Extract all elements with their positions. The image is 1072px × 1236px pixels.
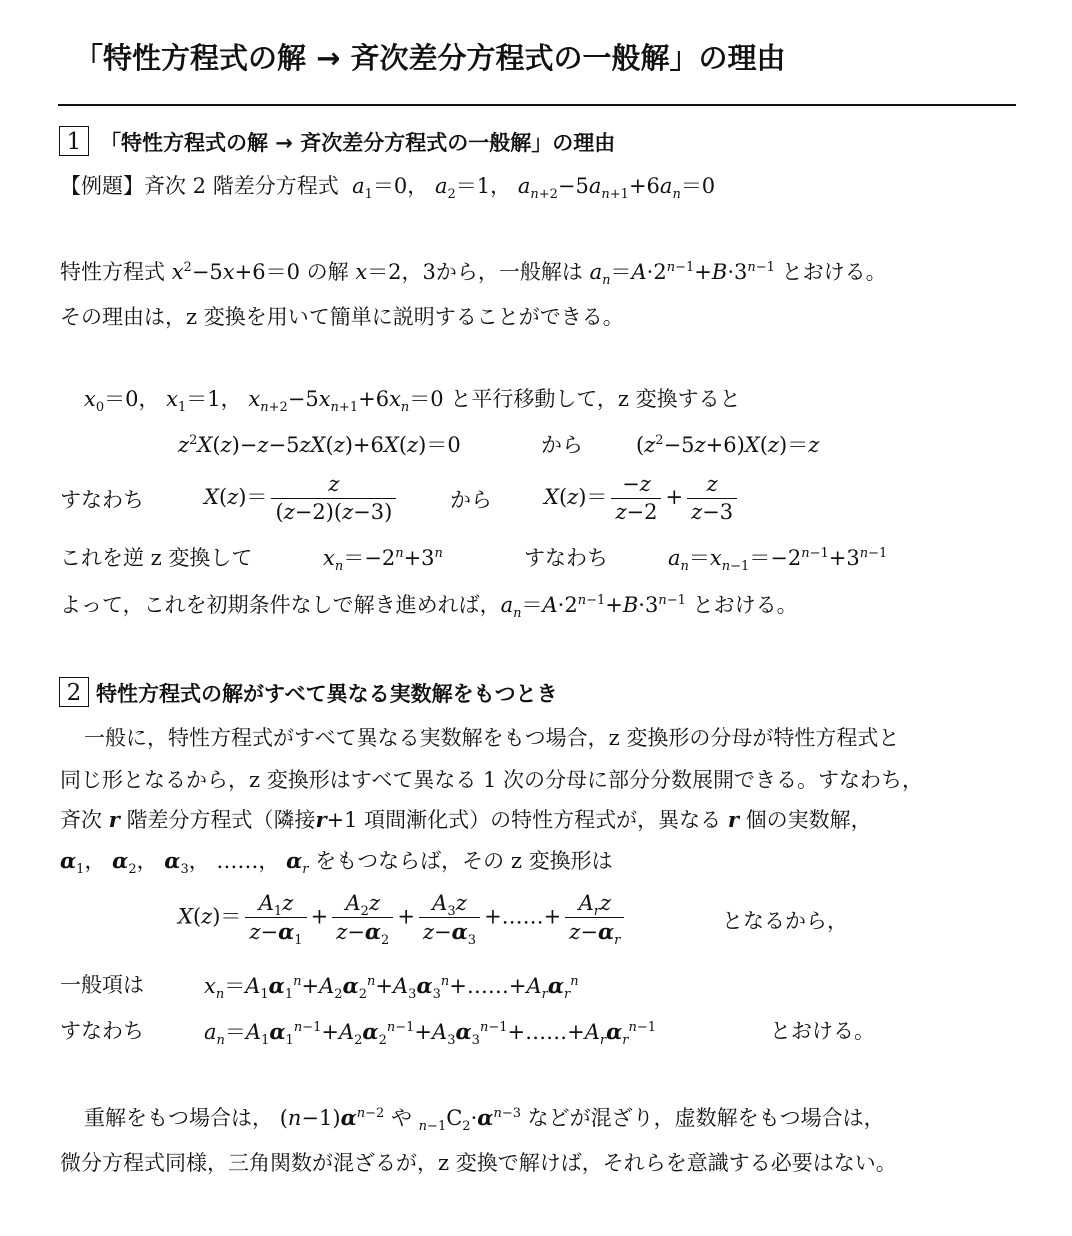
s2-paragraph-3: 斉次 r 階差分方程式（隣接r+1 項間漸化式）の特性方程式が，異なる r 個の実数解， [60, 807, 872, 832]
text: よって，これを初期条件なしで解き進めれば， [60, 593, 501, 617]
factored-equation: $(z^2-5z+6)X(z)=z$ [636, 433, 820, 457]
an-result: $a_n=x_{n-1}=-2^{n-1}+3^{n-1}$ [668, 546, 888, 575]
kara-1: から [541, 433, 583, 457]
text: から，一般解は [435, 260, 583, 284]
paragraph-2: その理由は，z 変換を用いて簡単に説明することができる。 [60, 305, 624, 329]
text: 斉次 [60, 808, 102, 832]
text: 個の実数解， [745, 808, 872, 832]
sunawachi-3: すなわち [60, 1019, 144, 1043]
text: と平行移動して，z 変換すると [450, 387, 741, 411]
text: 重解をもつ場合は， [84, 1106, 273, 1130]
xn-result: $x_n=-2^n+3^n$ [323, 546, 443, 575]
section-number-2: 2 [59, 677, 89, 707]
s2-paragraph-5 [84, 1105, 885, 1135]
alpha-list: $\alpha_1$， $\alpha_2$， $\alpha_3$， ……， $\alpha_r$ [60, 848, 309, 878]
inverse-text: これを逆 z 変換して [60, 546, 253, 570]
shift-line [84, 387, 741, 416]
s2-paragraph-2: 同じ形となるから，z 変換形はすべて異なる 1 次の分母に部分分数展開できる。すなわち， [60, 768, 924, 792]
Xz-partial-sum: X(z)＝ $\frac{A_1z}{z-\alpha_1}$ + $\frac{A_2z}{z-\alpha_2}$ + $\frac{A_3z}{z-\alpha_3}$ +……+ $\frac{A_rz}{z-\alpha_r}$ [178, 893, 628, 943]
z-equation: $z^2X(z)-z-5zX(z)+6X(z)=0$ [178, 433, 461, 457]
text: などが混ざり，虚数解をもつ場合は， [527, 1106, 885, 1130]
page-title: 「特性方程式の解 → 斉次差分方程式の一般解」の理由 [74, 41, 786, 75]
Xz-fraction: X(z)＝ $\frac{z}{(z-2)(z-3)}$ [204, 474, 400, 523]
conclusion-line [60, 593, 798, 622]
general-solution: $a_n=A\cdot 2^{n-1}+B\cdot 3^{n-1}$ [589, 260, 775, 289]
roots: x＝2，3 [355, 260, 436, 284]
an-general: $a_n=A_1\alpha_1^{n-1}+A_2\alpha_2^{n-1}+A_3\alpha_3^{n-1}+\dots\dots+A_r\alpha_r^{n-1}$ [204, 1019, 657, 1049]
title-divider [58, 104, 1016, 106]
text: 項間漸化式）の特性方程式が，異なる [364, 808, 722, 832]
general-solution: $a_n=A\cdot 2^{n-1}+B\cdot 3^{n-1}$ [500, 593, 686, 622]
s2-paragraph-4 [60, 848, 613, 878]
example-label: 【例題】斉次 2 階差分方程式 [60, 174, 339, 198]
text: 特性方程式 [60, 260, 165, 284]
section-heading-2: 特性方程式の解がすべて異なる実数解をもつとき [96, 682, 558, 706]
text: の解 [306, 260, 349, 284]
sunawachi-1: すなわち [60, 488, 144, 512]
s2-paragraph-6: 微分方程式同様，三角関数が混ざるが，z 変換で解けば，それらを意識する必要はない。 [60, 1151, 897, 1175]
xn-general: $x_n=A_1\alpha_1^n+A_2\alpha_2^n+A_3\alpha_3^n+\dots\dots+A_r\alpha_r^n$ [204, 973, 579, 1003]
paragraph-1 [60, 260, 887, 289]
kara-2: から [450, 488, 492, 512]
sunawachi-2: すなわち [524, 546, 608, 570]
shift-equation: $x_0=0$， $x_1=1$， $x_{n+2}-5x_{n+1}+6x_n=0$ [84, 387, 444, 416]
z-transform-line [178, 435, 461, 456]
s2-paragraph-1: 一般に，特性方程式がすべて異なる実数解をもつ場合，z 変換形の分母が特性方程式と [84, 726, 900, 750]
partial-fraction: X(z)＝ $\frac{-z}{z-2}$ + $\frac{z}{z-3}$ [544, 474, 741, 523]
text: とおける。 [781, 260, 887, 284]
char-equation: $x^2-5x+6=0$ [171, 260, 300, 284]
section-heading-1: 「特性方程式の解 → 斉次差分方程式の一般解」の理由 [100, 131, 616, 155]
combination-term: $_{n-1}C_2\cdot\alpha^{n-3}$ [418, 1105, 521, 1135]
text: 階差分方程式（隣接 [126, 808, 316, 832]
text: をもつならば，その z 変換形は [315, 849, 613, 873]
text: や [390, 1106, 412, 1130]
section-number-1: 1 [59, 126, 89, 156]
double-root-term: $(n-1)\alpha^{n-2}$ [279, 1105, 385, 1130]
text: とおける。 [692, 593, 798, 617]
example-equation: $a_1=0$， $a_2=1$， $a_{n+2}-5a_{n+1}+6a_n=0$ [352, 174, 716, 203]
okeru-text: とおける。 [770, 1019, 875, 1043]
ippan-label: 一般項は [60, 973, 144, 997]
naru-text: となるから， [722, 909, 848, 933]
example-line [60, 174, 716, 203]
